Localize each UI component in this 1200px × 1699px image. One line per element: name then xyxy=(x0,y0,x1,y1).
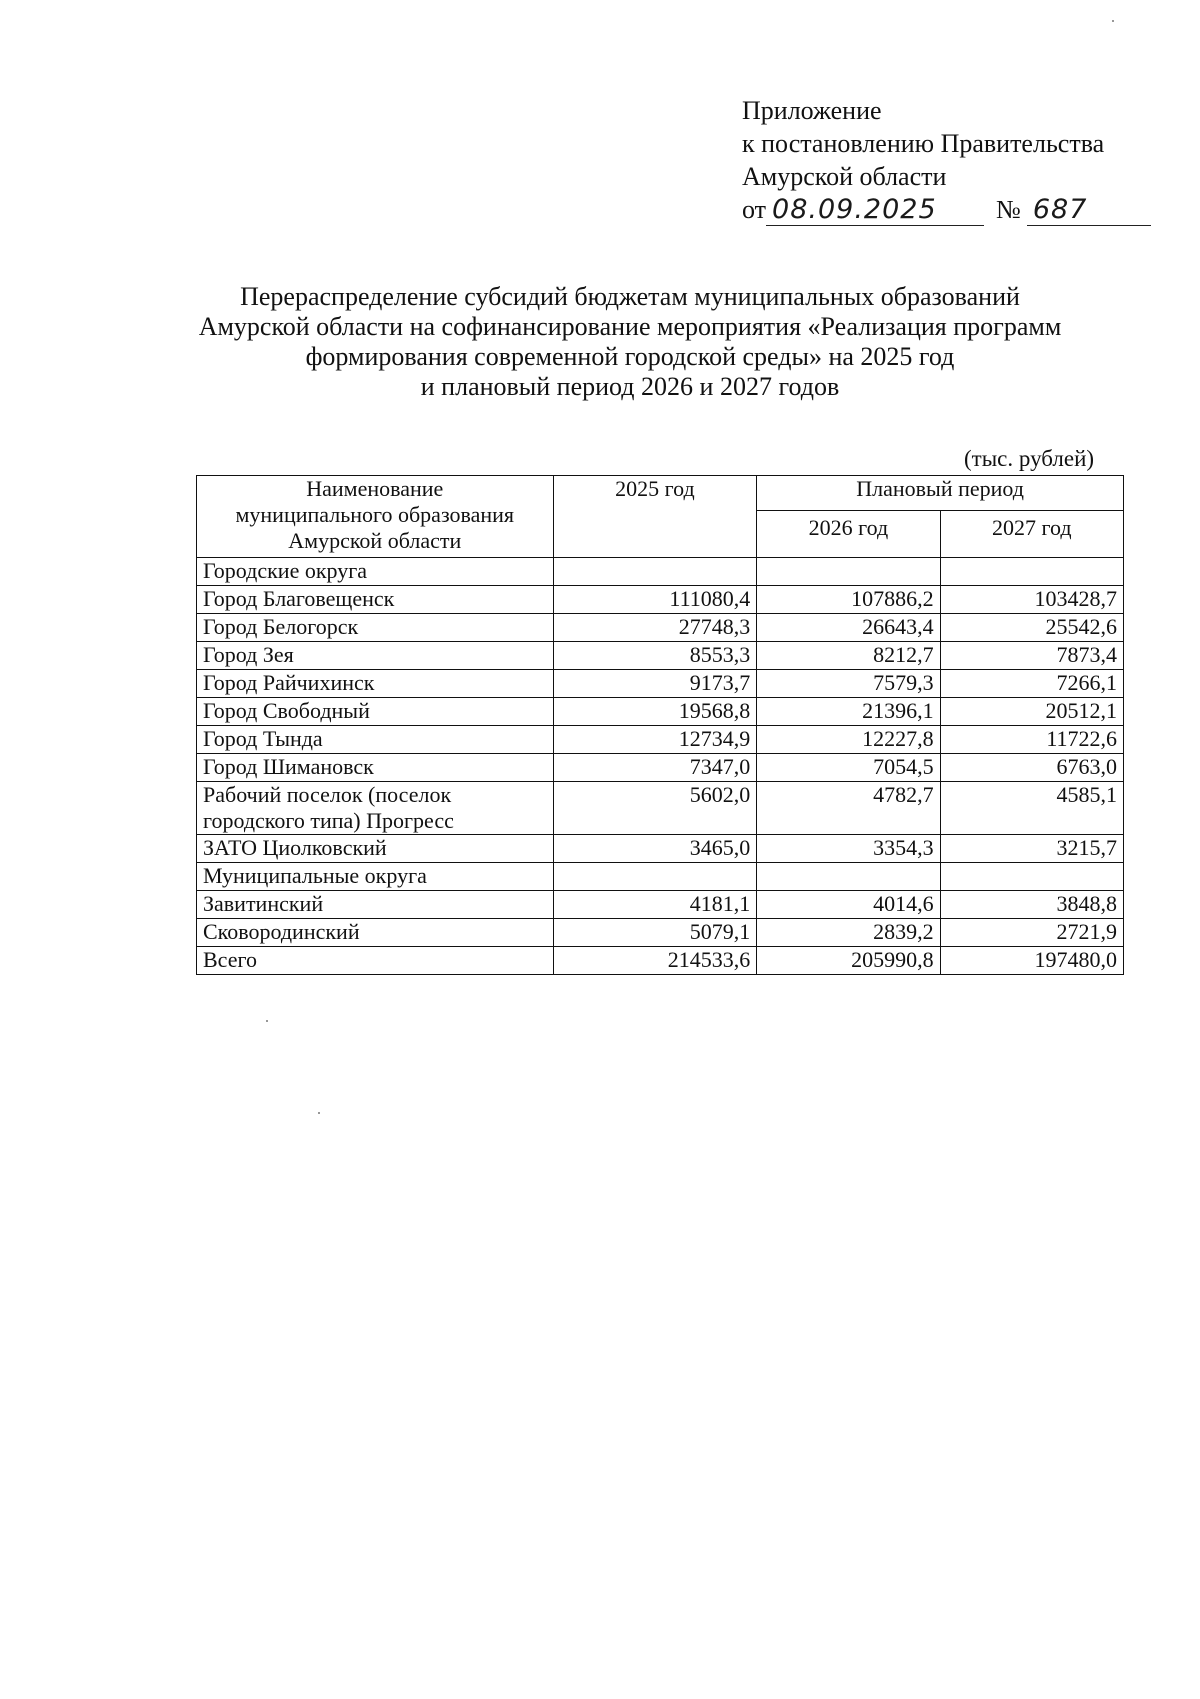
appendix-line-2: к постановлению Правительства xyxy=(742,129,1105,158)
header-2027: 2027 год xyxy=(940,511,1123,558)
value-2027: 3848,8 xyxy=(940,891,1123,919)
table-row xyxy=(197,919,1124,947)
number-label: № xyxy=(996,195,1021,224)
row-name: Город Свободный xyxy=(197,698,554,726)
row-name: Город Шимановск xyxy=(197,754,554,782)
value-2025: 5602,0 xyxy=(553,782,757,835)
value-2025: 27748,3 xyxy=(553,614,757,642)
date-prefix: от xyxy=(742,195,767,224)
table-row xyxy=(197,586,1124,614)
row-name: Завитинский xyxy=(197,891,554,919)
value-2025: 111080,4 xyxy=(553,586,757,614)
value-2026: 107886,2 xyxy=(757,586,940,614)
value-2025: 5079,1 xyxy=(553,919,757,947)
value-2027: 3215,7 xyxy=(940,835,1123,863)
title-line-2: Амурской области на софинансирование мероприятия «Реализация программ xyxy=(198,312,1062,341)
row-name: Муниципальные округа xyxy=(197,863,554,891)
handwritten-date: 08.09.2025 xyxy=(766,195,984,226)
table-row xyxy=(197,558,1124,586)
header-name-line-2: муниципального образования xyxy=(235,502,515,527)
header-2026: 2026 год xyxy=(757,511,940,558)
scan-speck xyxy=(1112,20,1114,22)
table-row xyxy=(197,782,1124,835)
value-2026: 26643,4 xyxy=(757,614,940,642)
value-2025 xyxy=(553,863,757,891)
value-2027: 7266,1 xyxy=(940,670,1123,698)
value-2026: 21396,1 xyxy=(757,698,940,726)
appendix-block xyxy=(742,94,1151,226)
value-2026: 7054,5 xyxy=(757,754,940,782)
row-name-line-1: Рабочий поселок (поселок xyxy=(203,782,452,807)
value-2026: 12227,8 xyxy=(757,726,940,754)
row-name: Город Зея xyxy=(197,642,554,670)
table-row xyxy=(197,642,1124,670)
header-2025: 2025 год xyxy=(553,476,757,558)
table-row xyxy=(197,614,1124,642)
value-2026: 4014,6 xyxy=(757,891,940,919)
row-name: Город Белогорск xyxy=(197,614,554,642)
value-2027 xyxy=(940,558,1123,586)
table-row xyxy=(197,670,1124,698)
value-2026: 205990,8 xyxy=(757,947,940,975)
title-line-4: и плановый период 2026 и 2027 годов xyxy=(420,372,840,401)
row-name: Сковородинский xyxy=(197,919,554,947)
table-row xyxy=(197,863,1124,891)
appendix-line-3: Амурской области xyxy=(742,162,947,191)
table-row xyxy=(197,835,1124,863)
row-name-line-2: городского типа) Прогресс xyxy=(203,808,454,833)
title-line-1: Перераспределение субсидий бюджетам муниципальных образований xyxy=(240,282,1020,311)
appendix-date-number-line xyxy=(742,193,1151,226)
value-2027: 20512,1 xyxy=(940,698,1123,726)
header-plan-period: Плановый период xyxy=(757,476,1124,511)
table-row xyxy=(197,754,1124,782)
value-2025: 214533,6 xyxy=(553,947,757,975)
document-title xyxy=(150,282,1110,402)
value-2025: 9173,7 xyxy=(553,670,757,698)
units-label: (тыс. рублей) xyxy=(964,446,1095,471)
row-name xyxy=(197,782,554,835)
value-2025: 3465,0 xyxy=(553,835,757,863)
table-row xyxy=(197,891,1124,919)
scan-speck xyxy=(318,1112,320,1114)
value-2025: 4181,1 xyxy=(553,891,757,919)
value-2027: 197480,0 xyxy=(940,947,1123,975)
value-2026: 8212,7 xyxy=(757,642,940,670)
value-2026: 2839,2 xyxy=(757,919,940,947)
value-2025: 7347,0 xyxy=(553,754,757,782)
title-line-3: формирования современной городской среды» на 2025 год xyxy=(305,342,955,371)
value-2027: 7873,4 xyxy=(940,642,1123,670)
value-2027: 2721,9 xyxy=(940,919,1123,947)
value-2026: 7579,3 xyxy=(757,670,940,698)
value-2026: 4782,7 xyxy=(757,782,940,835)
value-2027: 103428,7 xyxy=(940,586,1123,614)
row-name: ЗАТО Циолковский xyxy=(197,835,554,863)
subsidies-table xyxy=(196,475,1124,975)
table-row xyxy=(197,698,1124,726)
row-name: Город Тында xyxy=(197,726,554,754)
value-2025: 12734,9 xyxy=(553,726,757,754)
value-2027: 25542,6 xyxy=(940,614,1123,642)
header-name-line-3: Амурской области xyxy=(288,528,462,553)
value-2027: 6763,0 xyxy=(940,754,1123,782)
row-name: Город Благовещенск xyxy=(197,586,554,614)
row-name: Городские округа xyxy=(197,558,554,586)
row-name: Город Райчихинск xyxy=(197,670,554,698)
row-name: Всего xyxy=(197,947,554,975)
value-2027: 4585,1 xyxy=(940,782,1123,835)
scan-speck xyxy=(266,1020,268,1022)
value-2025: 19568,8 xyxy=(553,698,757,726)
table-header-row xyxy=(197,476,1124,511)
appendix-line-1: Приложение xyxy=(742,96,882,125)
value-2027: 11722,6 xyxy=(940,726,1123,754)
handwritten-number: 687 xyxy=(1027,195,1151,226)
header-municipality xyxy=(197,476,554,558)
value-2026 xyxy=(757,863,940,891)
header-name-line-1: Наименование xyxy=(306,476,444,501)
table-row xyxy=(197,726,1124,754)
value-2025 xyxy=(553,558,757,586)
value-2027 xyxy=(940,863,1123,891)
table-row-total xyxy=(197,947,1124,975)
value-2026 xyxy=(757,558,940,586)
value-2026: 3354,3 xyxy=(757,835,940,863)
value-2025: 8553,3 xyxy=(553,642,757,670)
